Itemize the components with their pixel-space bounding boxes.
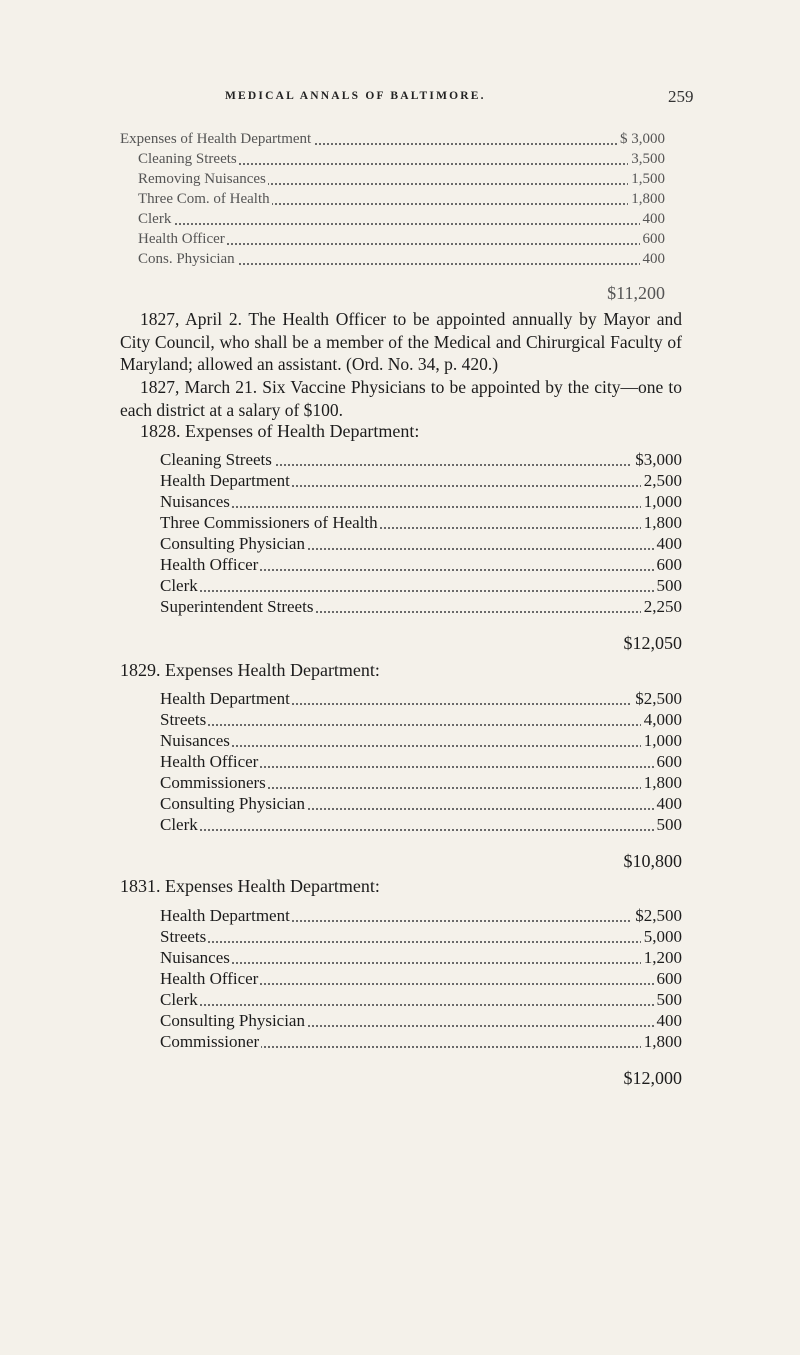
- expense-row: Clerk 500: [160, 576, 682, 595]
- expense-row: Superintendent Streets 2,250: [160, 597, 682, 616]
- expense-row: Consulting Physician 400: [160, 534, 682, 553]
- expense-row: Health Officer 600: [160, 555, 682, 574]
- expense-row: Health Officer 600: [160, 969, 682, 988]
- expense-row: Three Commissioners of Health 1,800: [160, 513, 682, 532]
- paragraph-vaccine-physicians: 1827, March 21. Six Vaccine Physicians to be appointed by the city—one to each district at a salary of $100.: [120, 377, 682, 420]
- page-header: [0, 87, 800, 110]
- expenses-total: $10,800: [623, 851, 682, 871]
- expense-row: Health Department $2,500: [160, 906, 682, 925]
- expenses-total: $12,050: [623, 633, 682, 653]
- expense-row: Removing Nuisances 1,500: [138, 171, 665, 187]
- expense-row: Nuisances 1,200: [160, 948, 682, 967]
- heading-1829: 1829. Expenses Health Department:: [120, 660, 380, 680]
- expense-row: Health Officer 600: [160, 752, 682, 771]
- expense-row: Commissioners 1,800: [160, 773, 682, 792]
- expense-row: Expenses of Health Department $ 3,000: [120, 131, 665, 147]
- expense-row: Streets 4,000: [160, 710, 682, 729]
- expense-row: Cons. Physician 400: [138, 251, 665, 267]
- page-number: 259: [668, 87, 694, 106]
- expense-row: Clerk 400: [138, 211, 665, 227]
- expense-row: Consulting Physician 400: [160, 794, 682, 813]
- expense-row: Commissioner 1,800: [160, 1032, 682, 1051]
- expenses-total: $12,000: [623, 1068, 682, 1088]
- expense-row: Nuisances 1,000: [160, 492, 682, 511]
- expense-row: Clerk 500: [160, 990, 682, 1009]
- expense-row: Health Department 2,500: [160, 471, 682, 490]
- heading-1828: 1828. Expenses of Health Department:: [140, 421, 420, 441]
- expense-row: Nuisances 1,000: [160, 731, 682, 750]
- expense-row: Consulting Physician 400: [160, 1011, 682, 1030]
- expense-row: Clerk 500: [160, 815, 682, 834]
- expense-row: Cleaning Streets 3,500: [138, 151, 665, 167]
- expense-row: Health Department $2,500: [160, 689, 682, 708]
- expense-row: Health Officer 600: [138, 231, 665, 247]
- expenses-total: $11,200: [607, 283, 665, 303]
- expense-row: Cleaning Streets $3,000: [160, 450, 682, 469]
- paragraph-health-officer: 1827, April 2. The Health Officer to be appointed annually by Mayor and City Council, who shall be a member of the Medical and Chirurgical Faculty of Maryland; allowed an assistant. (Ord. No. 34, p. 420.): [120, 309, 682, 374]
- running-title: MEDICAL ANNALS OF BALTIMORE.: [225, 90, 486, 102]
- expense-row: Three Com. of Health 1,800: [138, 191, 665, 207]
- expense-row: Streets 5,000: [160, 927, 682, 946]
- heading-1831: 1831. Expenses Health Department:: [120, 876, 380, 896]
